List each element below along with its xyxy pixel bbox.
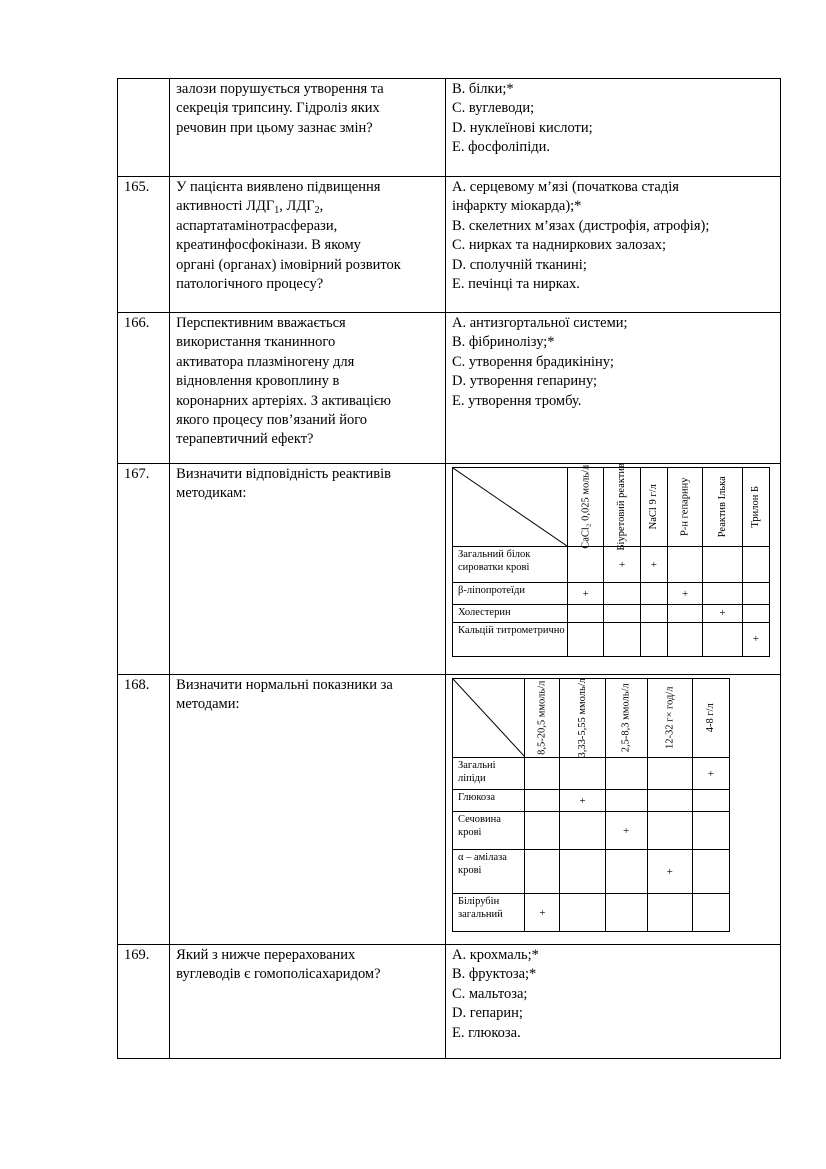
answer-option: B. фібринолізу;* (451, 334, 555, 351)
question-line: креатинфосфокінази. В якому (176, 237, 361, 254)
question-line: використання тканинного (176, 334, 336, 351)
question-line: вуглеводів є гомополісахаридом? (176, 966, 381, 983)
answer-option: E. утворення тромбу. (451, 392, 582, 409)
question-number: 169. (118, 945, 170, 1059)
question-line (176, 197, 439, 216)
matrix-cell (640, 605, 667, 623)
matrix-cell (692, 894, 729, 932)
matrix-cell (525, 850, 560, 894)
column-header (647, 679, 692, 758)
question-line: Визначити нормальні показники за (176, 677, 393, 693)
column-header-label: 2,5-8,3 ммоль/л (620, 683, 632, 753)
corner-diagonal (453, 679, 525, 757)
column-header-label: 12-32 г× год/л (663, 686, 675, 750)
question-line: Перспективним вважається (176, 315, 346, 331)
matrix-cell (647, 758, 692, 790)
matrix-cell (647, 812, 692, 850)
punctuation: , (319, 198, 324, 215)
question-row (118, 945, 781, 1059)
matrix-cell: + (668, 583, 703, 605)
answer-options (445, 177, 780, 313)
matrix-cell (692, 790, 729, 812)
question-line: У пацієнта виявлено підвищення (176, 179, 381, 195)
matrix-cell (703, 622, 742, 656)
matrix-cell (742, 605, 769, 623)
matrix-cell: + (703, 605, 742, 623)
question-line: Визначити відповідність реактивів (176, 466, 391, 482)
answer-option: A. серцевому м’язі (початкова стадія (451, 179, 679, 195)
matrix-cell (668, 547, 703, 583)
question-text (170, 313, 446, 464)
column-header (605, 679, 647, 758)
answer-option: E. фосфоліпіди. (451, 139, 550, 156)
question-text (170, 945, 446, 1059)
matrix-row-label: Глюкоза (452, 790, 524, 812)
question-line: органі (органах) імовірний розвиток (176, 256, 401, 273)
questions-table (117, 78, 781, 1059)
question-number: 167. (118, 464, 170, 675)
matrix-row-label: Загальні ліпіди (452, 758, 524, 790)
answer-option: A. антизгортальної системи; (451, 315, 628, 331)
column-header-label: 4-8 г/л (705, 703, 717, 733)
column-header-label: NaCl 9 г/л (648, 484, 660, 530)
question-line: залози порушується утворення та (176, 81, 384, 97)
question-number: 165. (118, 177, 170, 313)
matrix-row-label: Загальний білок сироватки крові (452, 547, 567, 583)
matrix-row (452, 894, 729, 932)
matrix-cell (692, 812, 729, 850)
question-text (170, 464, 446, 675)
question-line: секреція трипсину. Гідроліз яких (176, 100, 380, 117)
matrix-row (452, 812, 729, 850)
matrix-cell (604, 605, 640, 623)
matrix-cell (742, 547, 769, 583)
matrix-cell (560, 812, 605, 850)
column-header-label: CaCl₂ 0,025 моль/л (579, 464, 591, 550)
matrix-cell (568, 605, 604, 623)
column-header-label: 3,33-5,55 ммоль/л (576, 678, 588, 758)
matrix-cell (703, 547, 742, 583)
matrix-cell (605, 758, 647, 790)
question-line: речовин при цьому зазнає змін? (176, 119, 373, 136)
matrix-cell (568, 622, 604, 656)
column-header-label: 8,5-20,5 ммоль/л (536, 680, 548, 756)
matrix-cell (604, 583, 640, 605)
matrix-row (452, 758, 729, 790)
question-number: 166. (118, 313, 170, 464)
matrix-cell (692, 850, 729, 894)
answer-option: C. утворення брадикініну; (451, 353, 614, 370)
matrix-row (452, 583, 769, 605)
matrix-row (452, 850, 729, 894)
matrix-cell: + (647, 850, 692, 894)
matrix-cell (525, 812, 560, 850)
matrix-cell: + (605, 812, 647, 850)
matrix-cell: + (604, 547, 640, 583)
question-line: якого процесу пов’язаний його (176, 412, 368, 429)
matrix-row (452, 605, 769, 623)
matrix-cell (568, 547, 604, 583)
matrix-row-label: Сечовина крові (452, 812, 524, 850)
question-text (170, 79, 446, 177)
column-header-label: Трилон Б (750, 486, 762, 528)
question-text (170, 675, 446, 945)
question-line: методами: (176, 696, 240, 713)
answer-option: B. скелетних м’язах (дистрофія, атрофія); (451, 217, 710, 234)
matrix-cell (525, 758, 560, 790)
question-text (170, 177, 446, 313)
question-row (118, 313, 781, 464)
answer-option: C. нирках та наднирковиx залозах; (451, 237, 666, 254)
matrix-cell (605, 894, 647, 932)
matrix-cell (604, 622, 640, 656)
matrix-row (452, 547, 769, 583)
matrix-cell (605, 850, 647, 894)
matrix-cell: + (692, 758, 729, 790)
question-line: аспартатамінотрасферази, (176, 217, 338, 234)
matrix-cell (525, 790, 560, 812)
matrix-cell: + (560, 790, 605, 812)
column-header (604, 463, 640, 551)
answer-option: B. фруктоза;* (451, 966, 537, 983)
question-row (118, 177, 781, 313)
question-line: патологічного процесу? (176, 276, 324, 293)
matrix-cell (668, 605, 703, 623)
answer-option: A. крохмаль;* (451, 947, 539, 963)
answer-option: C. вуглеводи; (451, 100, 535, 117)
answer-option: E. глюкоза. (451, 1024, 521, 1041)
matrix-cell (742, 583, 769, 605)
subscript: 1 (274, 205, 280, 217)
matrix-cell (560, 758, 605, 790)
ldh-text: активності ЛДГ (176, 198, 275, 215)
matrix-cell (605, 790, 647, 812)
question-number: 168. (118, 675, 170, 945)
matrix-cell: + (640, 547, 667, 583)
column-header (742, 468, 769, 547)
matrix-cell (640, 622, 667, 656)
answer-options (445, 313, 780, 464)
answer-option: D. утворення гепарину; (451, 373, 598, 390)
question-row (118, 675, 781, 945)
column-header (640, 468, 667, 547)
column-header-label: Реактив Ілька (716, 476, 728, 538)
answer-option: D. нуклеїнові кислоти; (451, 119, 593, 136)
matrix-cell (560, 894, 605, 932)
question-row (118, 79, 781, 177)
matrix-cell (668, 622, 703, 656)
question-row (118, 464, 781, 675)
ldh-text: , ЛДГ (279, 198, 315, 215)
reagent-method-matrix (452, 463, 770, 657)
corner-diagonal (453, 468, 567, 546)
answer-matrix-cell (445, 464, 780, 675)
matrix-row-label: Білірубін загальний (452, 894, 524, 932)
answer-option: B. білки;* (451, 81, 514, 97)
norm-method-matrix (452, 678, 730, 932)
matrix-cell: + (568, 583, 604, 605)
matrix-row-label: β-ліпопротеїди (452, 583, 567, 605)
matrix-cell (647, 894, 692, 932)
column-header (703, 468, 742, 547)
question-line: відновлення кровоплину в (176, 373, 340, 390)
answer-option: E. печінці та нирках. (451, 276, 580, 293)
subscript: 2 (314, 205, 320, 217)
question-line: активатора плазміногену для (176, 353, 355, 370)
answer-option: D. сполучній тканині; (451, 256, 587, 273)
column-header (692, 679, 729, 758)
question-line: коронарних артеріях. З активацією (176, 392, 391, 409)
matrix-cell (647, 790, 692, 812)
matrix-cell (640, 583, 667, 605)
column-header-label: Біуретовий реактив (616, 463, 628, 551)
column-header (668, 468, 703, 547)
matrix-row (452, 790, 729, 812)
matrix-cell (560, 850, 605, 894)
column-header (560, 679, 605, 758)
answer-option: D. гепарин; (451, 1005, 523, 1022)
question-line: Який з нижче перерахованих (176, 947, 356, 963)
answer-options (445, 79, 780, 177)
matrix-row-label: Холестерин (452, 605, 567, 623)
column-header-label: Р-н гепарину (679, 477, 691, 537)
matrix-cell (703, 583, 742, 605)
question-line: методикам: (176, 485, 247, 502)
matrix-corner (452, 679, 524, 758)
matrix-cell: + (742, 622, 769, 656)
column-header (525, 679, 560, 758)
matrix-row (452, 622, 769, 656)
answer-options (445, 945, 780, 1059)
question-line: терапевтичний ефект? (176, 431, 314, 448)
answer-option: інфаркту міокарда);* (451, 198, 582, 215)
question-number (118, 79, 170, 177)
answer-matrix-cell (445, 675, 780, 945)
matrix-row-label: α – амілаза крові (452, 850, 524, 894)
answer-option: C. мальтоза; (451, 985, 528, 1002)
matrix-row-label: Кальцій титрометрично (452, 622, 567, 656)
matrix-cell: + (525, 894, 560, 932)
matrix-corner (452, 468, 567, 547)
column-header (568, 464, 604, 550)
